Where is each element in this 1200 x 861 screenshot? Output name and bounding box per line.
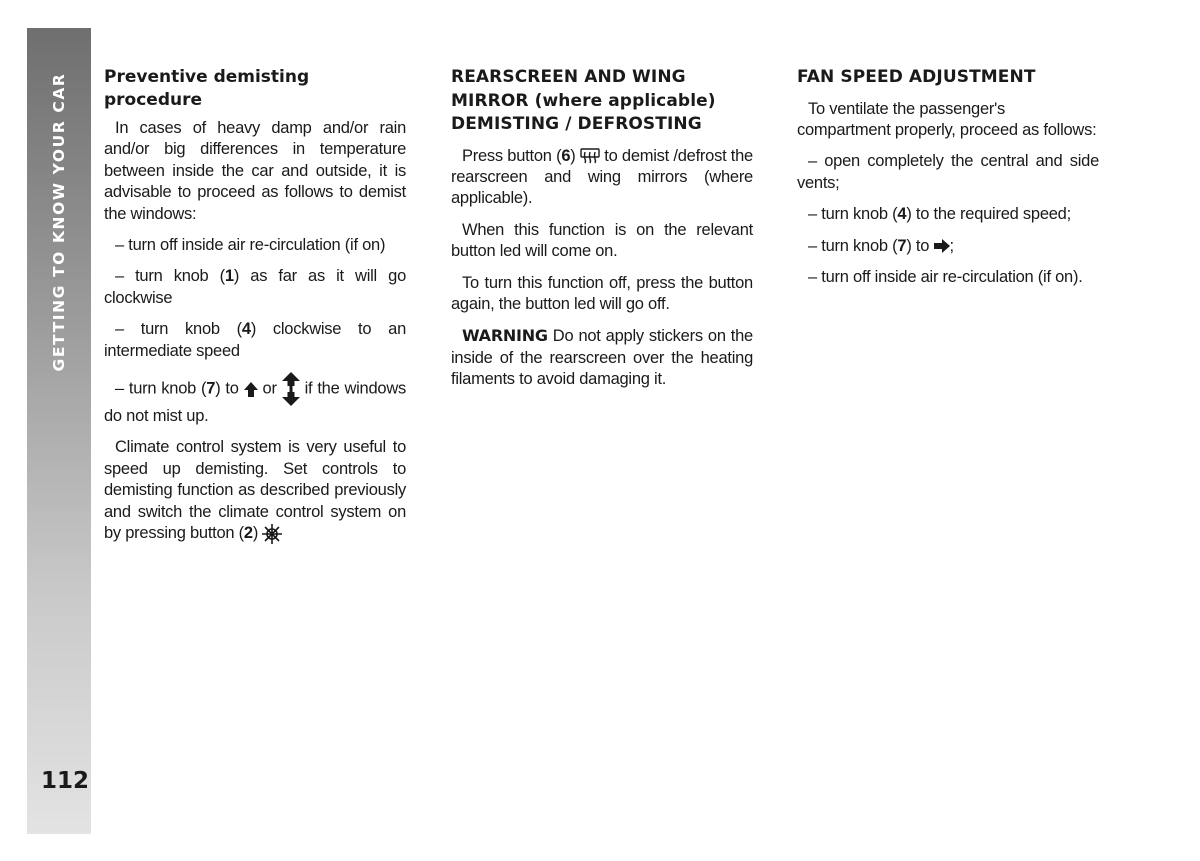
- arrow-up-icon: [244, 382, 258, 397]
- paragraph-press-button-6: Press button (6) to demist /defrost the rearscreen and wing mirrors (where applicable).: [451, 146, 753, 208]
- step-knob-4-speed: – turn knob (4) to the required speed;: [808, 205, 1071, 224]
- step-recirculation-off-2: – turn off inside air re-circulation (if on).: [808, 267, 1083, 286]
- arrow-up-down-icon: [282, 372, 300, 406]
- arrow-right-icon: [934, 239, 950, 253]
- section-label: GETTING TO KNOW YOUR CAR: [50, 72, 68, 372]
- paragraph-led-on: When this function is on the relevant button led will come on.: [451, 220, 753, 261]
- step-knob-7: – turn knob (7) to or if the windows do not mist up.: [104, 372, 406, 427]
- heading-preventive-demisting: Preventive demisting procedure: [104, 67, 310, 110]
- paragraph-turn-off: To turn this function off, press the button again, the button led will go off.: [451, 273, 753, 313]
- step-open-vents: – open completely the central and side vents;: [797, 152, 1099, 192]
- step-knob-7-arrow: – turn knob (7) to ;: [808, 236, 954, 255]
- heading-fan-speed: FAN SPEED ADJUSTMENT: [797, 67, 1036, 87]
- compressor-snowflake-icon: [262, 524, 282, 544]
- paragraph-climate-control: Climate control system is very useful to speed up demisting. Set controls to demisting function as described previously and switch the climate control system on by pressing button (2): [104, 438, 406, 543]
- step-knob-1: – turn knob (1) as far as it will go clockwise: [104, 267, 406, 307]
- page-number: 112: [41, 768, 90, 794]
- column-rearscreen-demisting: [451, 66, 753, 401]
- step-recirculation-off: – turn off inside air re-circulation (if on): [115, 236, 386, 255]
- paragraph-intro: In cases of heavy damp and/or rain and/or big differences in temperature between inside the car and outside, it is advisable to proceed as follows to demist the windows:: [104, 119, 406, 223]
- column-preventive-demisting: [104, 66, 406, 555]
- column-fan-speed: [797, 66, 1099, 298]
- paragraph-warning: WARNING Do not apply stickers on the inside of the rearscreen over the heating filaments to avoid damaging it.: [451, 326, 753, 389]
- rear-defrost-icon: [580, 148, 600, 164]
- heading-rearscreen-demisting: REARSCREEN AND WING MIRROR (where applicable) DEMISTING / DEFROSTING: [451, 67, 716, 134]
- step-knob-4: – turn knob (4) clockwise to an intermediate speed: [104, 320, 407, 360]
- warning-label: WARNING: [462, 326, 548, 346]
- paragraph-ventilate: To ventilate the passenger's compartment properly, proceed as follows:: [797, 99, 1097, 139]
